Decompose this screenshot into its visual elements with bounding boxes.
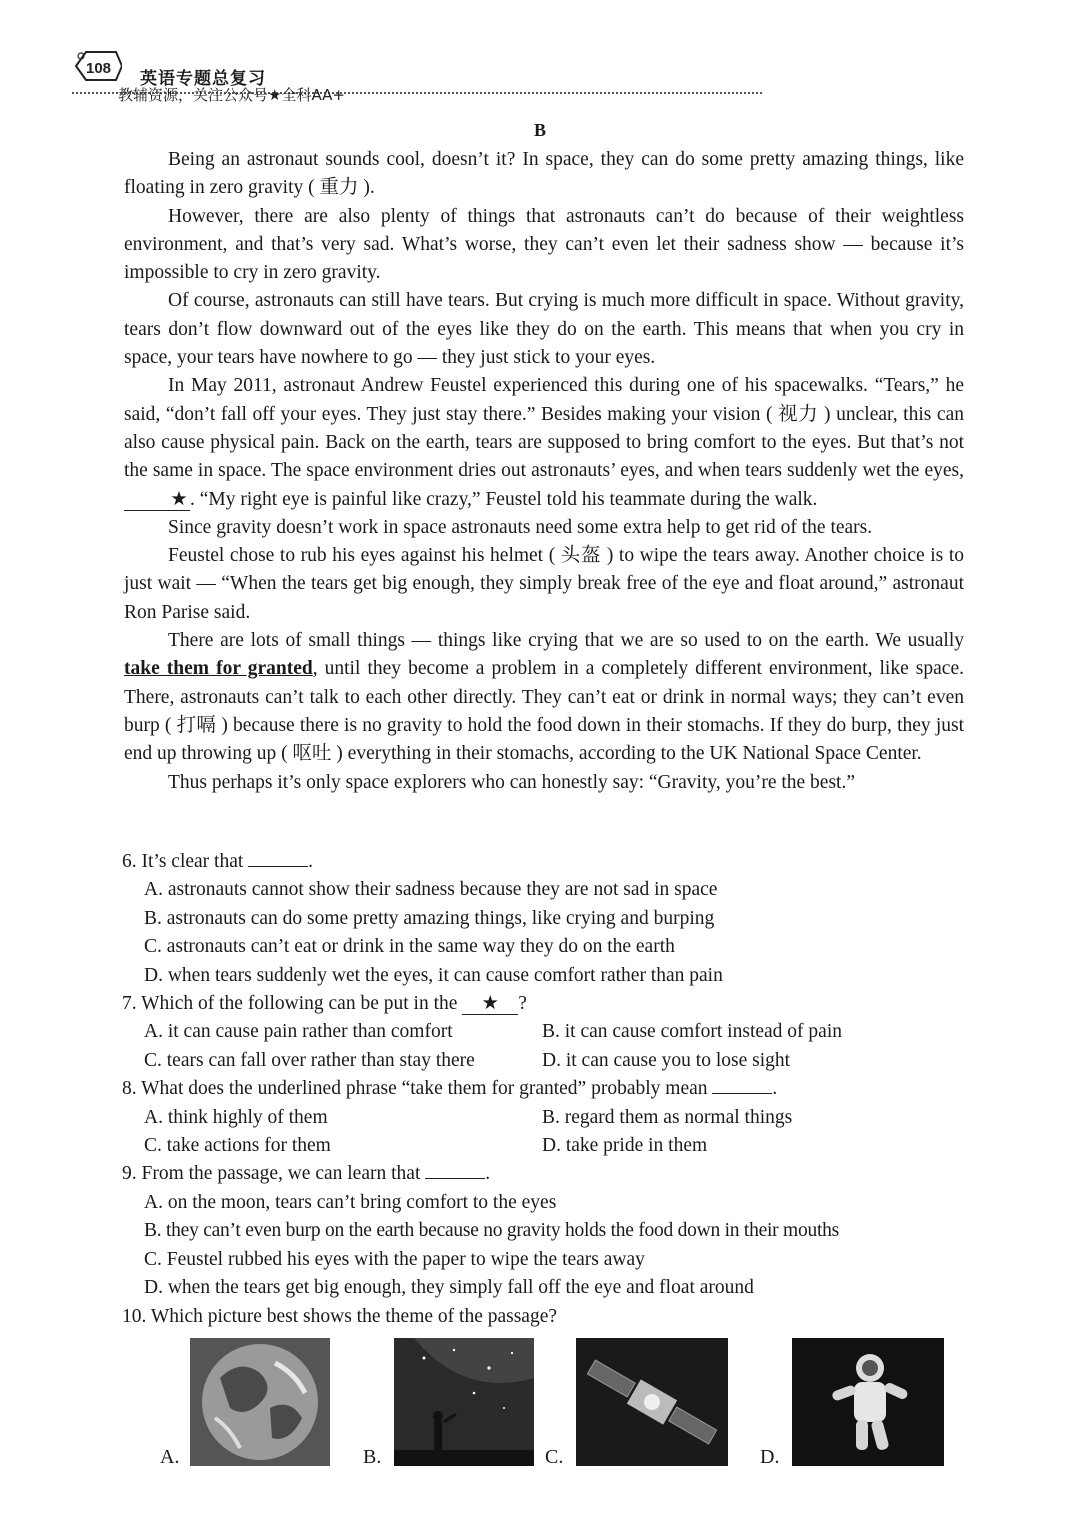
option-6c[interactable]: C. astronauts can’t eat or drink in the same way they do on the earth [144, 936, 675, 958]
question-8-end: . [772, 1078, 778, 1100]
picture-label-c[interactable]: C. [545, 1446, 564, 1468]
question-8-stem: 8. What does the underlined phrase “take them for granted” probably mean [122, 1078, 708, 1100]
question-9-end: . [485, 1163, 491, 1185]
option-9d[interactable]: D. when the tears get big enough, they simply fall off the eye and float around [144, 1277, 754, 1299]
option-7c[interactable]: C. tears can fall over rather than stay there [144, 1049, 475, 1071]
option-8b[interactable]: B. regard them as normal things [542, 1106, 793, 1128]
paragraph-4 [124, 372, 964, 513]
option-6d[interactable]: D. when tears suddenly wet the eyes, it can cause comfort rather than pain [144, 964, 723, 986]
option-8a[interactable]: A. think highly of them [144, 1106, 328, 1128]
option-6b[interactable]: B. astronauts can do some pretty amazing things, like crying and burping [144, 907, 715, 929]
question-7-stem: 7. Which of the following can be put in the [122, 993, 458, 1015]
paragraph-1: Being an astronaut sounds cool, doesn’t it? In space, they can do some pretty amazing things, like floating in zero gravity ( 重力 ). [124, 149, 964, 199]
paragraph-7-part-a: There are lots of small things — things like crying that we are so used to on the earth. We usually [168, 630, 964, 652]
question-9 [122, 1160, 972, 1188]
paragraph-2: However, there are also plenty of things that astronauts can’t do because of their weightless environment, and that’s very sad. What’s worse, they can’t even let their sadness show — because it’s impossible to cry in zero gravity. [124, 205, 964, 284]
watermark-text: 教辅资源，关注公众号★全科AA+ [118, 86, 345, 104]
question-8 [122, 1075, 972, 1103]
paragraph-3: Of course, astronauts can still have tears. But crying is much more difficult in space. Without gravity, tears don’t flow downward out of the eyes like they do on the earth. This means that when you cry in space, your tears have nowhere to go — they just stick to your eyes. [124, 290, 964, 369]
options-7-row-2 [122, 1047, 972, 1075]
question-7 [122, 990, 972, 1018]
earth-picture[interactable] [190, 1338, 330, 1466]
option-9a[interactable]: A. on the moon, tears can’t bring comfort to the eyes [144, 1191, 557, 1213]
earth-icon [190, 1338, 330, 1466]
paragraph-4-part-b: . “My right eye is painful like crazy,” Feustel told his teammate during the walk. [190, 488, 818, 510]
question-6-stem: 6. It’s clear that [122, 851, 244, 872]
astronaut-icon [792, 1338, 944, 1466]
page-number: 108 [86, 60, 112, 77]
question-9-stem: 9. From the passage, we can learn that [122, 1163, 421, 1185]
option-7b[interactable]: B. it can cause comfort instead of pain [542, 1021, 842, 1043]
option-8c[interactable]: C. take actions for them [144, 1135, 331, 1157]
page-header [72, 44, 772, 114]
option-8d[interactable]: D. take pride in them [542, 1135, 708, 1157]
paragraph-6: Feustel chose to rub his eyes against his helmet ( 头盔 ) to wipe the tears away. Another choice is to just wait — “When the tears get big enough, they simply break free of the eye and float around,” astronaut Ron Parise said. [124, 545, 964, 623]
option-7d[interactable]: D. it can cause you to lose sight [542, 1049, 791, 1071]
page-number-badge [72, 48, 122, 84]
answer-blank [712, 1075, 772, 1094]
picture-label-a[interactable]: A. [160, 1446, 180, 1468]
question-7-end: ? [518, 993, 527, 1015]
question-10: 10. Which picture best shows the theme of the passage? [122, 1305, 558, 1327]
option-9c[interactable]: C. Feustel rubbed his eyes with the paper to wipe the tears away [144, 1248, 645, 1270]
question-6-end: . [308, 851, 314, 872]
paragraph-5: Since gravity doesn’t work in space astronauts need some extra help to get rid of the tears. [168, 516, 873, 538]
options-8-row-2 [122, 1132, 972, 1160]
paragraph-7-part-b: , until they become a problem in a completely different environment, like space. There, astronauts can’t talk to each other directly. They can’t eat or drink in normal ways; they can’t even burp ( 打嗝 ) because there is no gravity to hold the food down in their stomachs. If they do burp, they just end up throwing up ( 呕吐 ) everything in their stomachs, according to the UK National Space Center. [124, 658, 964, 765]
star-blank-ref: ★ [462, 994, 518, 1015]
reading-passage [124, 146, 964, 797]
underlined-phrase: take them for granted [124, 658, 313, 680]
night-sky-icon [394, 1338, 534, 1466]
option-6a[interactable]: A. astronauts cannot show their sadness because they are not sad in space [144, 879, 718, 901]
satellite-icon [576, 1338, 728, 1466]
star-blank: ★ [124, 490, 190, 511]
stargazer-picture[interactable] [394, 1338, 534, 1466]
option-7a[interactable]: A. it can cause pain rather than comfort [144, 1021, 453, 1043]
paragraph-8: Thus perhaps it’s only space explorers who can honestly say: “Gravity, you’re the best.” [168, 771, 856, 793]
paragraph-7 [124, 627, 964, 768]
astronaut-picture[interactable] [792, 1338, 944, 1466]
option-9b[interactable]: B. they can’t even burp on the earth because no gravity holds the food down in their mouths [144, 1220, 839, 1242]
options-8-row-1 [122, 1104, 972, 1132]
options-7-row-1 [122, 1018, 972, 1046]
picture-label-d[interactable]: D. [760, 1446, 780, 1468]
answer-blank [248, 848, 308, 867]
answer-blank [425, 1160, 485, 1179]
section-heading: B [533, 120, 546, 140]
paragraph-4-part-a: In May 2011, astronaut Andrew Feustel experienced this during one of his spacewalks. “Tears,” he said, “don’t fall off your eyes. They just stay there.” Besides making your vision ( 视力 ) unclear, this can also cause physical pain. Back on the earth, tears are supposed to bring comfort to the eyes. But that’s not the same in space. The space environment dries out astronauts’ eyes, and when tears suddenly wet the eyes, [124, 375, 964, 482]
question-6 [122, 848, 972, 876]
book-title: 英语专题总复习 [140, 69, 266, 89]
satellite-picture[interactable] [576, 1338, 728, 1466]
picture-label-b[interactable]: B. [363, 1446, 382, 1468]
picture-options [0, 1330, 1080, 1480]
question-list [122, 848, 972, 1331]
